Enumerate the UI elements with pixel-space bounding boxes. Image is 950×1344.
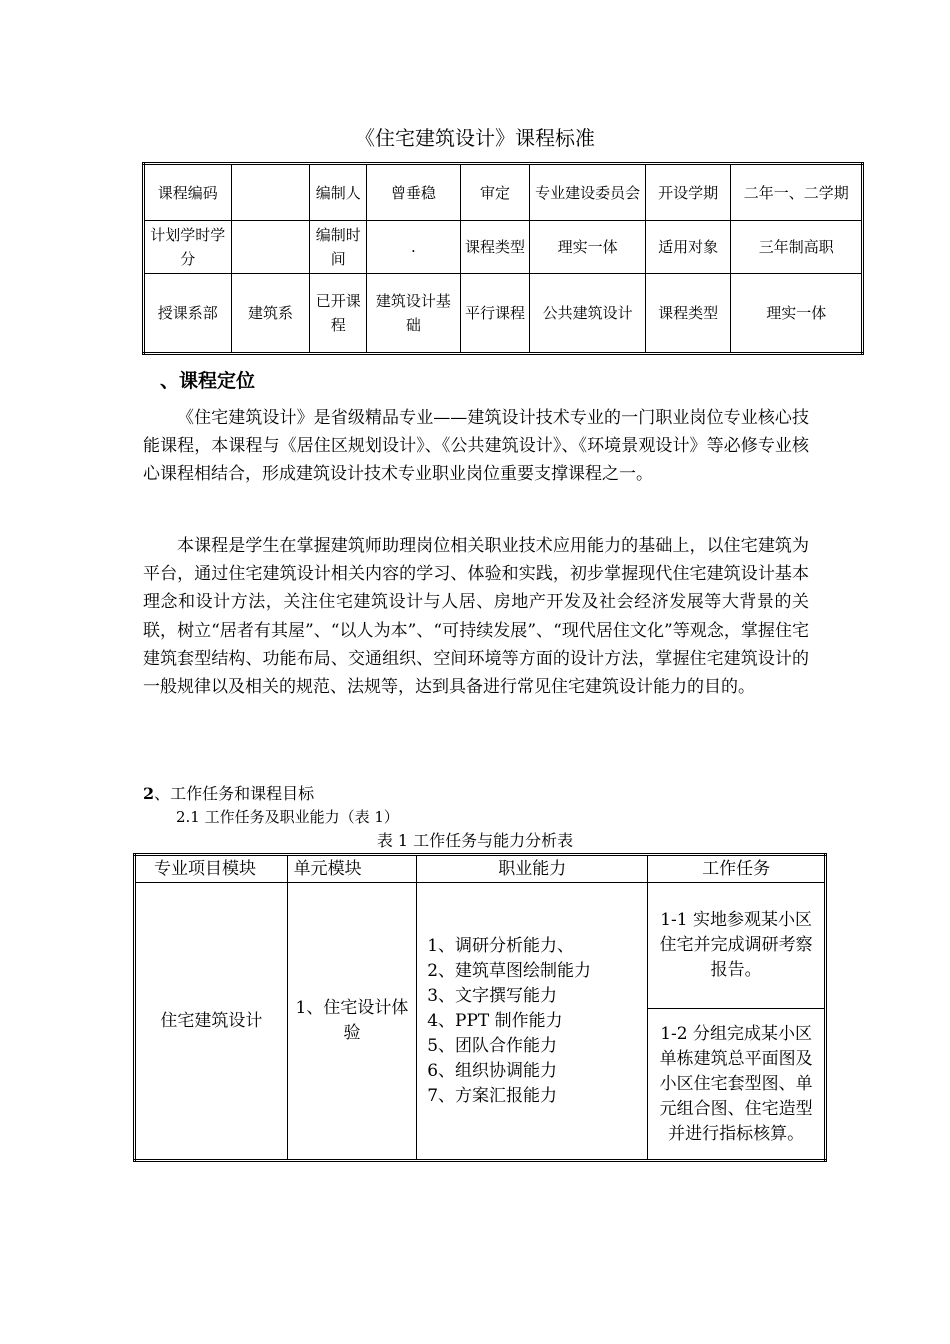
section-number: 2 xyxy=(143,784,155,803)
info-cell: 建筑设计基础 xyxy=(367,274,461,354)
paragraph: 《住宅建筑设计》是省级精品专业——建筑设计技术专业的一门职业岗位专业核心技能课程，本课程与《居住区规划设计》、《公共建筑设计》、《环境景观设计》等必修专业核心课程相结合，形成建筑设计技术专业职业岗位重要支撑课程之一。 xyxy=(143,408,809,485)
module-cell: 住宅建筑设计 xyxy=(135,883,288,1161)
column-header: 工作任务 xyxy=(648,855,826,883)
info-cell: 理实一体 xyxy=(731,274,863,354)
info-cell: 平行课程 xyxy=(460,274,530,354)
column-header: 单元模块 xyxy=(287,855,417,883)
skills-cell xyxy=(417,883,648,1161)
info-cell: 开设学期 xyxy=(645,164,731,221)
skill-item: 2、建筑草图绘制能力 xyxy=(427,960,592,981)
column-header: 职业能力 xyxy=(417,855,648,883)
section-heading: 、课程定位 xyxy=(160,370,256,392)
info-cell: 三年制高职 xyxy=(731,221,863,274)
info-cell: 适用对象 xyxy=(645,221,731,274)
info-cell: 建筑系 xyxy=(231,274,310,354)
task-analysis-table xyxy=(133,853,827,1162)
info-cell: 二年一、二学期 xyxy=(731,164,863,221)
paragraph: 本课程是学生在掌握建筑师助理岗位相关职业技术应用能力的基础上，以住宅建筑为平台，通过住宅建筑设计相关内容的学习、体验和实践，初步掌握现代住宅建筑设计基本理念和设计方法，关注住宅建筑设计与人居、房地产开发及社会经济发展等大背景的关联，树立“居者有其屋”、“以人为本”、“可持续发展”、“现代居住文化”等观念，掌握住宅建筑套型结构、功能布局、交通组织、空间环境等方面的设计方法，掌握住宅建筑设计的一般规律以及相关的规范、法规等，达到具备进行常见住宅建筑设计能力的目的。 xyxy=(143,536,809,698)
page-title: 《住宅建筑设计》课程标准 xyxy=(355,126,595,150)
info-cell: 课程编码 xyxy=(144,164,232,221)
column-header: 专业项目模块 xyxy=(135,855,288,883)
info-cell: 公共建筑设计 xyxy=(530,274,645,354)
course-info-table xyxy=(142,162,864,355)
table-row xyxy=(135,883,826,1009)
info-cell xyxy=(231,164,310,221)
section-title: 、工作任务和课程目标 xyxy=(154,784,315,803)
table-header-row xyxy=(135,855,826,883)
info-cell: 编制人 xyxy=(310,164,367,221)
info-row-2 xyxy=(144,221,863,274)
info-cell: 曾垂稳 xyxy=(367,164,461,221)
info-cell: 课程类型 xyxy=(645,274,731,354)
info-row-1 xyxy=(144,164,863,221)
section-heading xyxy=(143,781,314,804)
skill-item: 1、调研分析能力、 xyxy=(427,935,575,956)
info-cell: 课程类型 xyxy=(460,221,530,274)
skill-item: 5、团队合作能力 xyxy=(427,1035,558,1056)
skill-item: 4、PPT 制作能力 xyxy=(427,1010,563,1031)
task-cell: 1-1 实地参观某小区住宅并完成调研考察报告。 xyxy=(648,883,826,1009)
info-cell xyxy=(231,221,310,274)
skill-item: 7、方案汇报能力 xyxy=(427,1085,558,1106)
info-cell: 理实一体 xyxy=(530,221,645,274)
info-row-3 xyxy=(144,274,863,354)
skill-item: 3、文字撰写能力 xyxy=(427,985,558,1006)
info-cell: . xyxy=(367,221,461,274)
task-cell: 1-2 分组完成某小区单栋建筑总平面图及小区住宅套型图、单元组合图、住宅造型并进行指标核算。 xyxy=(648,1009,826,1161)
info-cell: 已开课程 xyxy=(310,274,367,354)
info-cell: 授课系部 xyxy=(144,274,232,354)
info-cell: 专业建设委员会 xyxy=(530,164,645,221)
table-caption: 表 1 工作任务与能力分析表 xyxy=(376,831,574,850)
info-cell: 编制时间 xyxy=(310,221,367,274)
info-cell: 计划学时学分 xyxy=(144,221,232,274)
skill-item: 6、组织协调能力 xyxy=(427,1060,558,1081)
unit-cell: 1、住宅设计体验 xyxy=(287,883,417,1161)
subsection-heading: 2.1 工作任务及职业能力（表 1） xyxy=(176,808,399,826)
info-cell: 审定 xyxy=(460,164,530,221)
